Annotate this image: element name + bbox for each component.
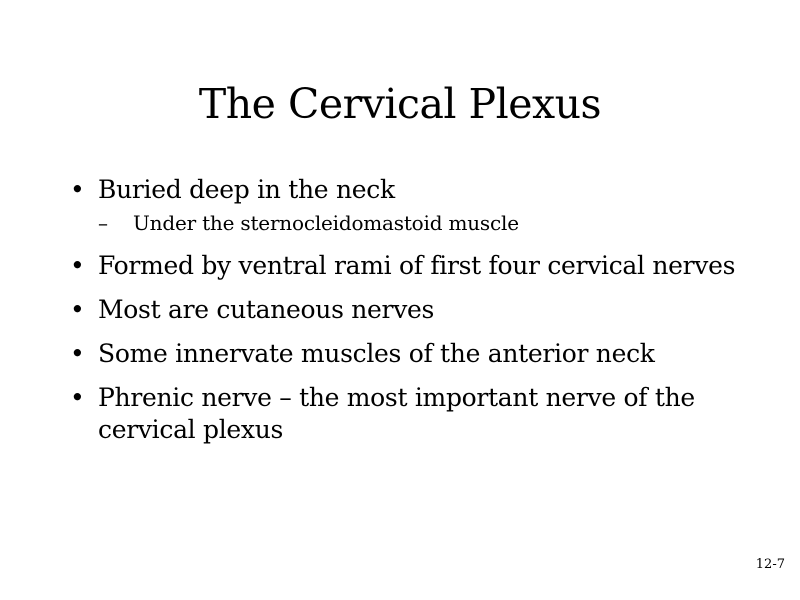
sub-bullet-item xyxy=(70,208,750,238)
bullet-item xyxy=(70,174,750,206)
bullet-marker: • xyxy=(70,251,85,280)
sub-bullet-marker: – xyxy=(98,211,108,235)
bullet-text: Formed by ventral rami of first four cervical nerves xyxy=(98,251,736,280)
slide-title: The Cervical Plexus xyxy=(198,80,602,128)
bullet-text: Most are cutaneous nerves xyxy=(98,295,435,324)
bullet-marker: • xyxy=(70,175,85,204)
bullet-item xyxy=(70,250,750,282)
bullet-text: Some innervate muscles of the anterior neck xyxy=(98,339,655,368)
bullet-marker: • xyxy=(70,383,85,412)
bullet-marker: • xyxy=(70,339,85,368)
bullet-item xyxy=(70,294,750,326)
bullet-item xyxy=(70,338,750,370)
bullet-text: Phrenic nerve – the most important nerve of the cervical plexus xyxy=(98,383,695,444)
page-number: 12-7 xyxy=(755,557,785,572)
bullet-list xyxy=(70,174,750,458)
bullet-item xyxy=(70,382,750,446)
bullet-marker: • xyxy=(70,295,85,324)
sub-bullet-text: Under the sternocleidomastoid muscle xyxy=(133,211,519,235)
bullet-text: Buried deep in the neck xyxy=(98,175,395,204)
